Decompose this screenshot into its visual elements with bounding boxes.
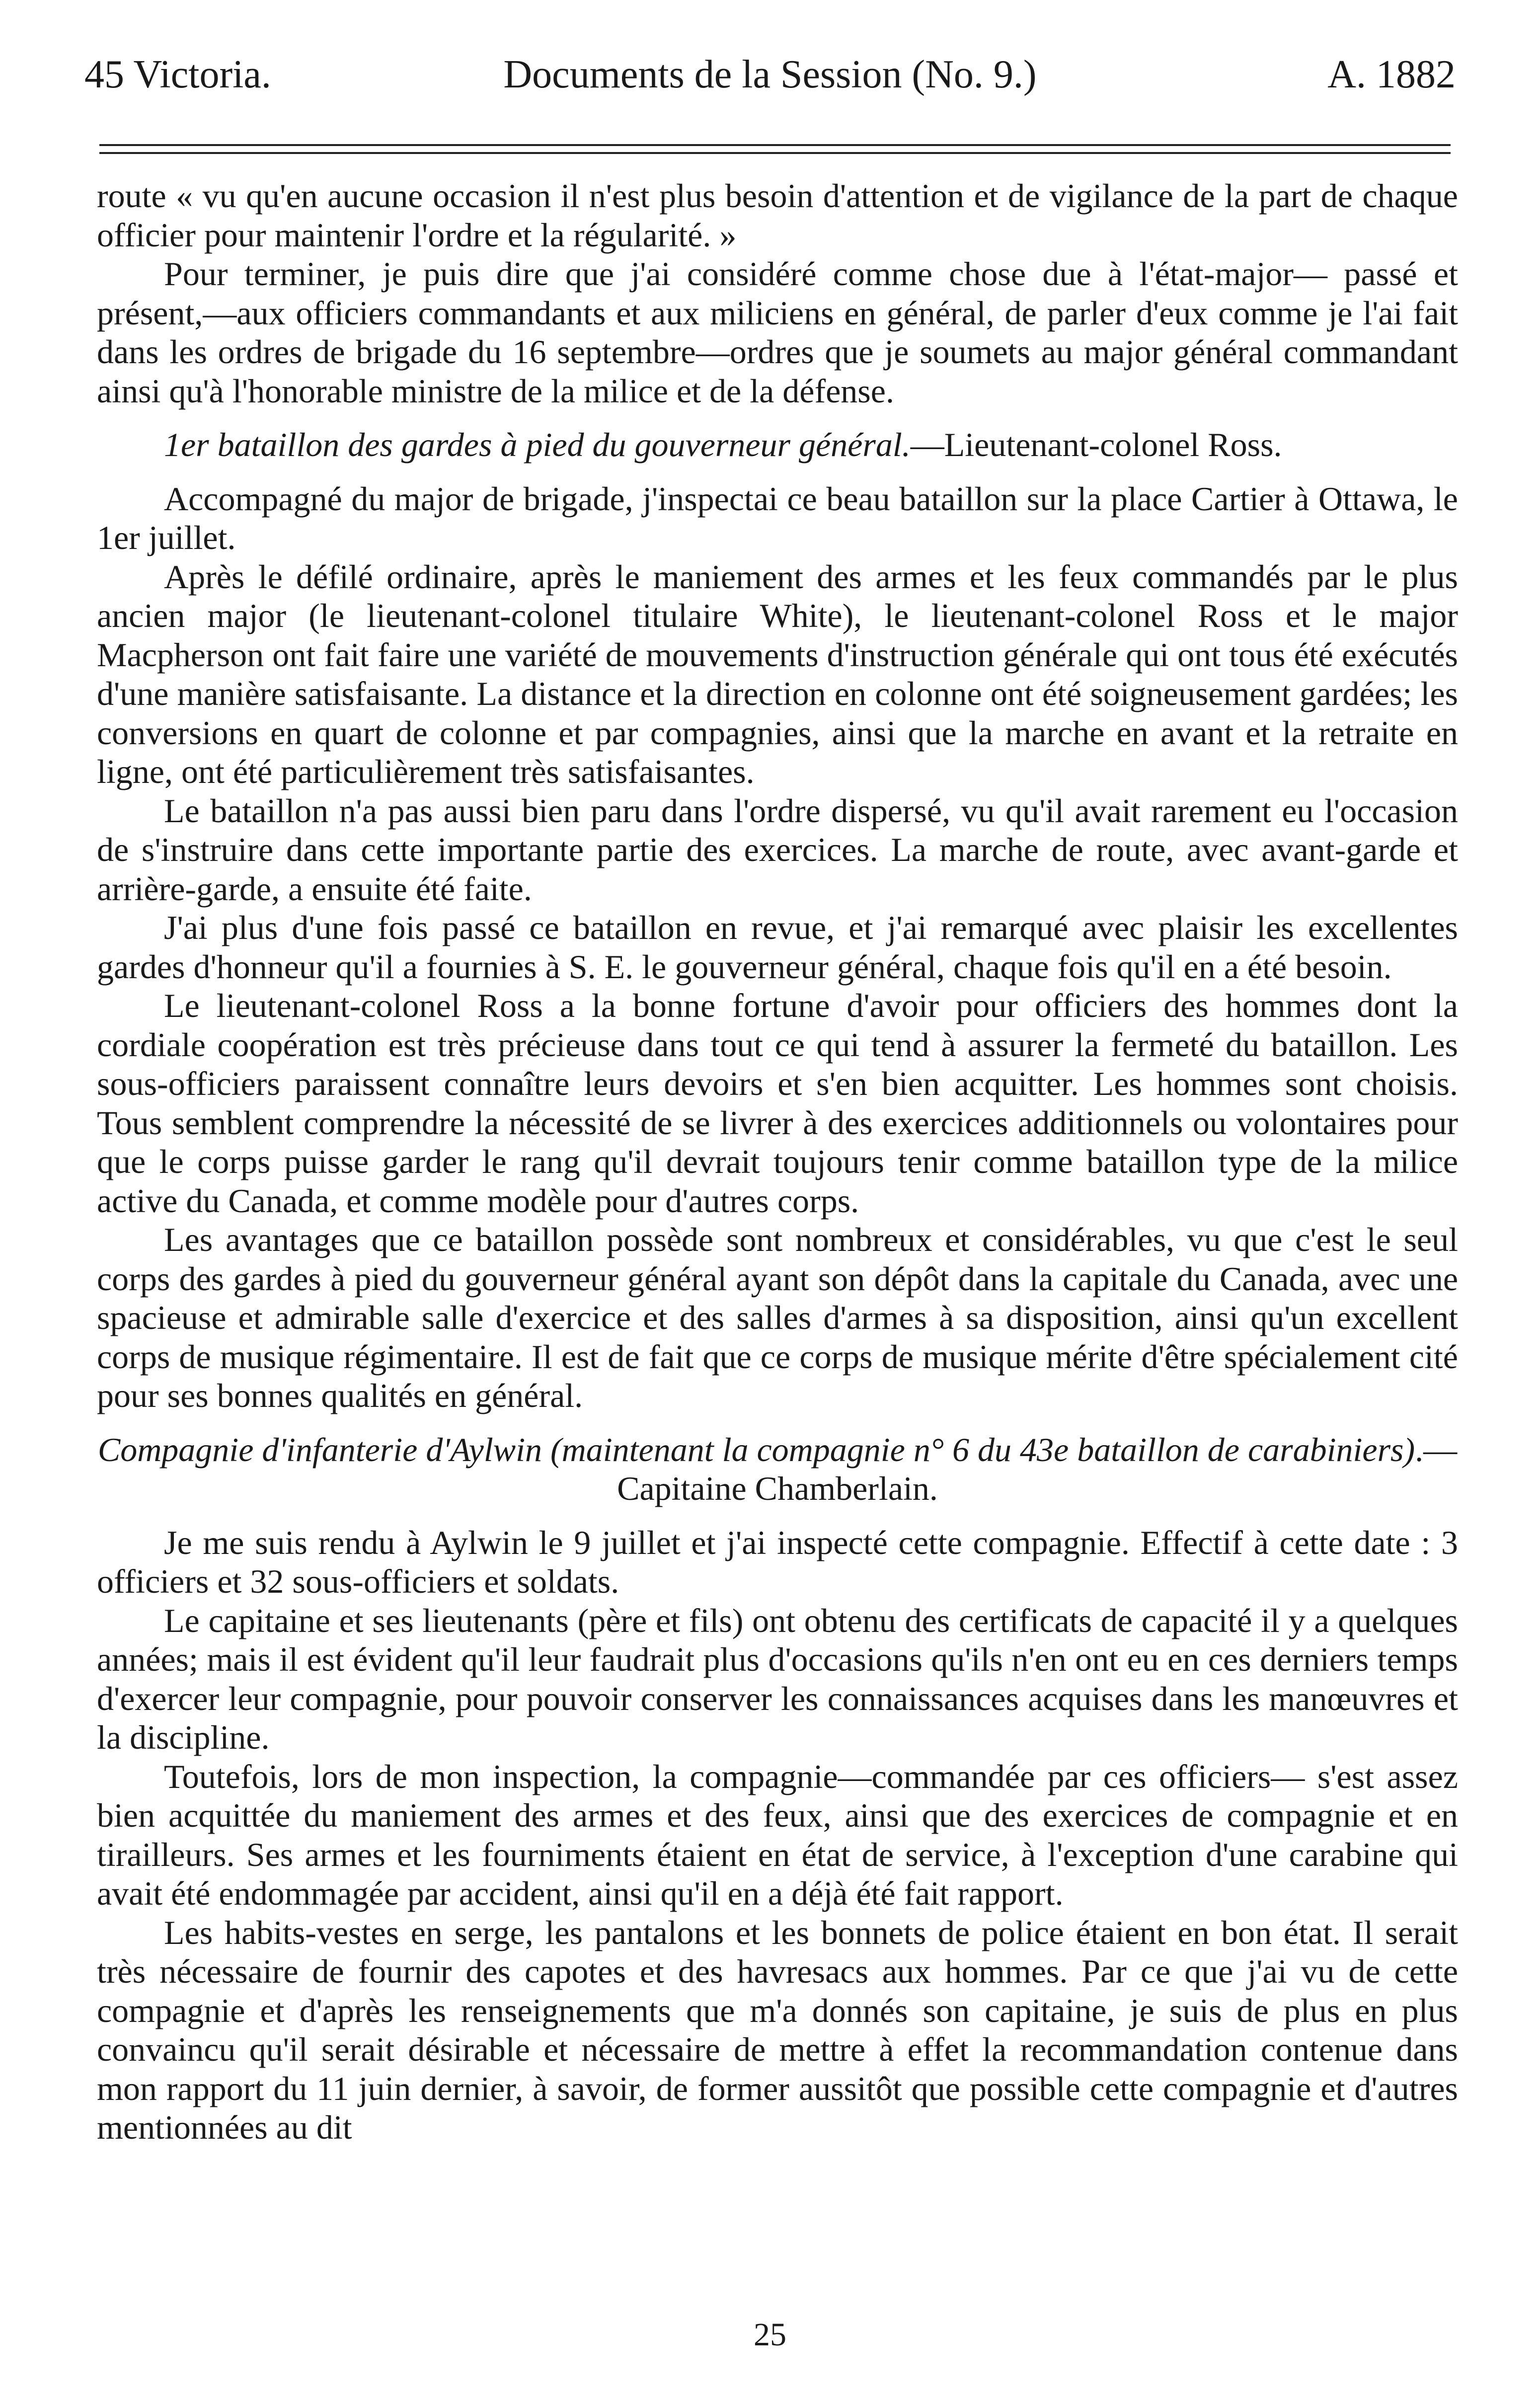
paragraph: Je me suis rendu à Aylwin le 9 juillet et j'ai inspecté cette compagnie. Effectif à cette date : 3 officiers et 32 sous-officiers et soldats.: [97, 1523, 1458, 1600]
section-heading-1-rest: —Lieutenant-colonel Ross.: [910, 426, 1282, 464]
paragraph: Le capitaine et ses lieutenants (père et fils) ont obtenu des certificats de capacité il y a quelques années; mais il est évident qu'il leur faudrait plus d'occasions qu'ils n'en ont eu en ces derniers temps d'exercer leur compagnie, pour pouvoir conserver les connaissances acquises dans les manœuvres et la discipline.: [97, 1601, 1458, 1756]
section-heading-1: [97, 425, 1458, 464]
paragraph: Le bataillon n'a pas aussi bien paru dans l'ordre dispersé, vu qu'il avait rarement eu l'occasion de s'instruire dans cette importante partie des exercices. La marche de route, avec avant-garde et arrière-garde, a ensuite été faite.: [97, 791, 1458, 908]
paragraph: Le lieutenant-colonel Ross a la bonne fortune d'avoir pour officiers des hommes dont la cordiale coopération est très précieuse dans tout ce qui tend à assurer la fermeté du bataillon. Les sous-officiers paraissent connaître leurs devoirs et s'en bien acquitter. Les hommes sont choisis. Tous semblent comprendre la nécessité de se livrer à des exercices additionnels ou volontaires pour que le corps puisse garder le rang qu'il devrait toujours tenir comme bataillon type de la milice active du Canada, et comme modèle pour d'autres corps.: [97, 987, 1458, 1220]
body-text: [97, 176, 1458, 2147]
paragraph: Les avantages que ce bataillon possède sont nombreux et considérables, vu que c'est le seul corps des gardes à pied du gouverneur général ayant son dépôt dans la capitale du Canada, avec une spacieuse et admirable salle d'exercice et des salles d'armes à sa disposition, ainsi qu'un excellent corps de musique régimentaire. Il est de fait que ce corps de musique mérite d'être spécialement cité pour ses bonnes qualités en général.: [97, 1221, 1458, 1414]
paragraph: Les habits-vestes en serge, les pantalons et les bonnets de police étaient en bon état. Il serait très nécessaire de fournir des capotes et des havresacs aux hommes. Par ce que j'ai vu de cette compagnie et d'après les renseignements que m'a donnés son capitaine, je suis de plus en plus convaincu qu'il serait désirable et nécessaire de mettre à effet la recommandation contenue dans mon rapport du 11 juin dernier, à savoir, de former aussitôt que possible cette compagnie et d'autres mentionnées au dit: [97, 1913, 1458, 2146]
section-heading-2-italic: Compagnie d'infanterie d'Aylwin (maintenant la compagnie n° 6 du 43e bataillon de carabiniers): [97, 1430, 1415, 1469]
header-rule-top: [99, 144, 1451, 146]
paragraph: Après le défilé ordinaire, après le maniement des armes et les feux commandés par le plus ancien major (le lieutenant-colonel titulaire White), le lieutenant-colonel Ross et le major Macpherson ont fait faire une variété de mouvements d'instruction générale qui ont tous été exécutés d'une manière satisfaisante. La distance et la direction en colonne ont été soigneusement gardées; les conversions en quart de colonne et par compagnies, ainsi que la marche en avant et la retraite en ligne, ont été particulièrement très satisfaisantes.: [97, 557, 1458, 790]
page-number: 25: [754, 2317, 786, 2353]
header-volume: 45 Victoria.: [84, 53, 271, 96]
running-header: [84, 47, 1456, 102]
header-title: Documents de la Session (No. 9.): [503, 53, 1037, 96]
section-heading-1-italic: 1er bataillon des gardes à pied du gouverneur général.: [164, 426, 911, 464]
paragraph: J'ai plus d'une fois passé ce bataillon en revue, et j'ai remarqué avec plaisir les excellentes gardes d'honneur qu'il a fournies à S. E. le gouverneur général, chaque fois qu'il en a été besoin.: [97, 909, 1458, 986]
paragraph: Accompagné du major de brigade, j'inspectai ce beau bataillon sur la place Cartier à Ottawa, le 1er juillet.: [97, 479, 1458, 556]
paragraph-continued: route « vu qu'en aucune occasion il n'est plus besoin d'attention et de vigilance de la part de chaque officier pour maintenir l'ordre et la régularité. »: [97, 177, 1458, 254]
section-heading-2: [97, 1430, 1458, 1508]
header-year: A. 1882: [1327, 53, 1456, 96]
paragraph: Toutefois, lors de mon inspection, la compagnie—commandée par ces officiers— s'est assez bien acquittée du maniement des armes et des feux, ainsi que des exercices de compagnie et en tirailleurs. Ses armes et les fourniments étaient en état de service, à l'exception d'une carabine qui avait été endommagée par accident, ainsi qu'il en a déjà été fait rapport.: [97, 1757, 1458, 1912]
header-rule-bottom: [99, 152, 1451, 154]
section-heading-2-rest: .—Capitaine Chamberlain.: [617, 1430, 1458, 1507]
paragraph: Pour terminer, je puis dire que j'ai considéré comme chose due à l'état-major— passé et présent,—aux officiers commandants et aux miliciens en général, de parler d'eux comme je l'ai fait dans les ordres de brigade du 16 septembre—ordres que je soumets au major général commandant ainsi qu'à l'honorable ministre de la milice et de la défense.: [97, 255, 1458, 410]
